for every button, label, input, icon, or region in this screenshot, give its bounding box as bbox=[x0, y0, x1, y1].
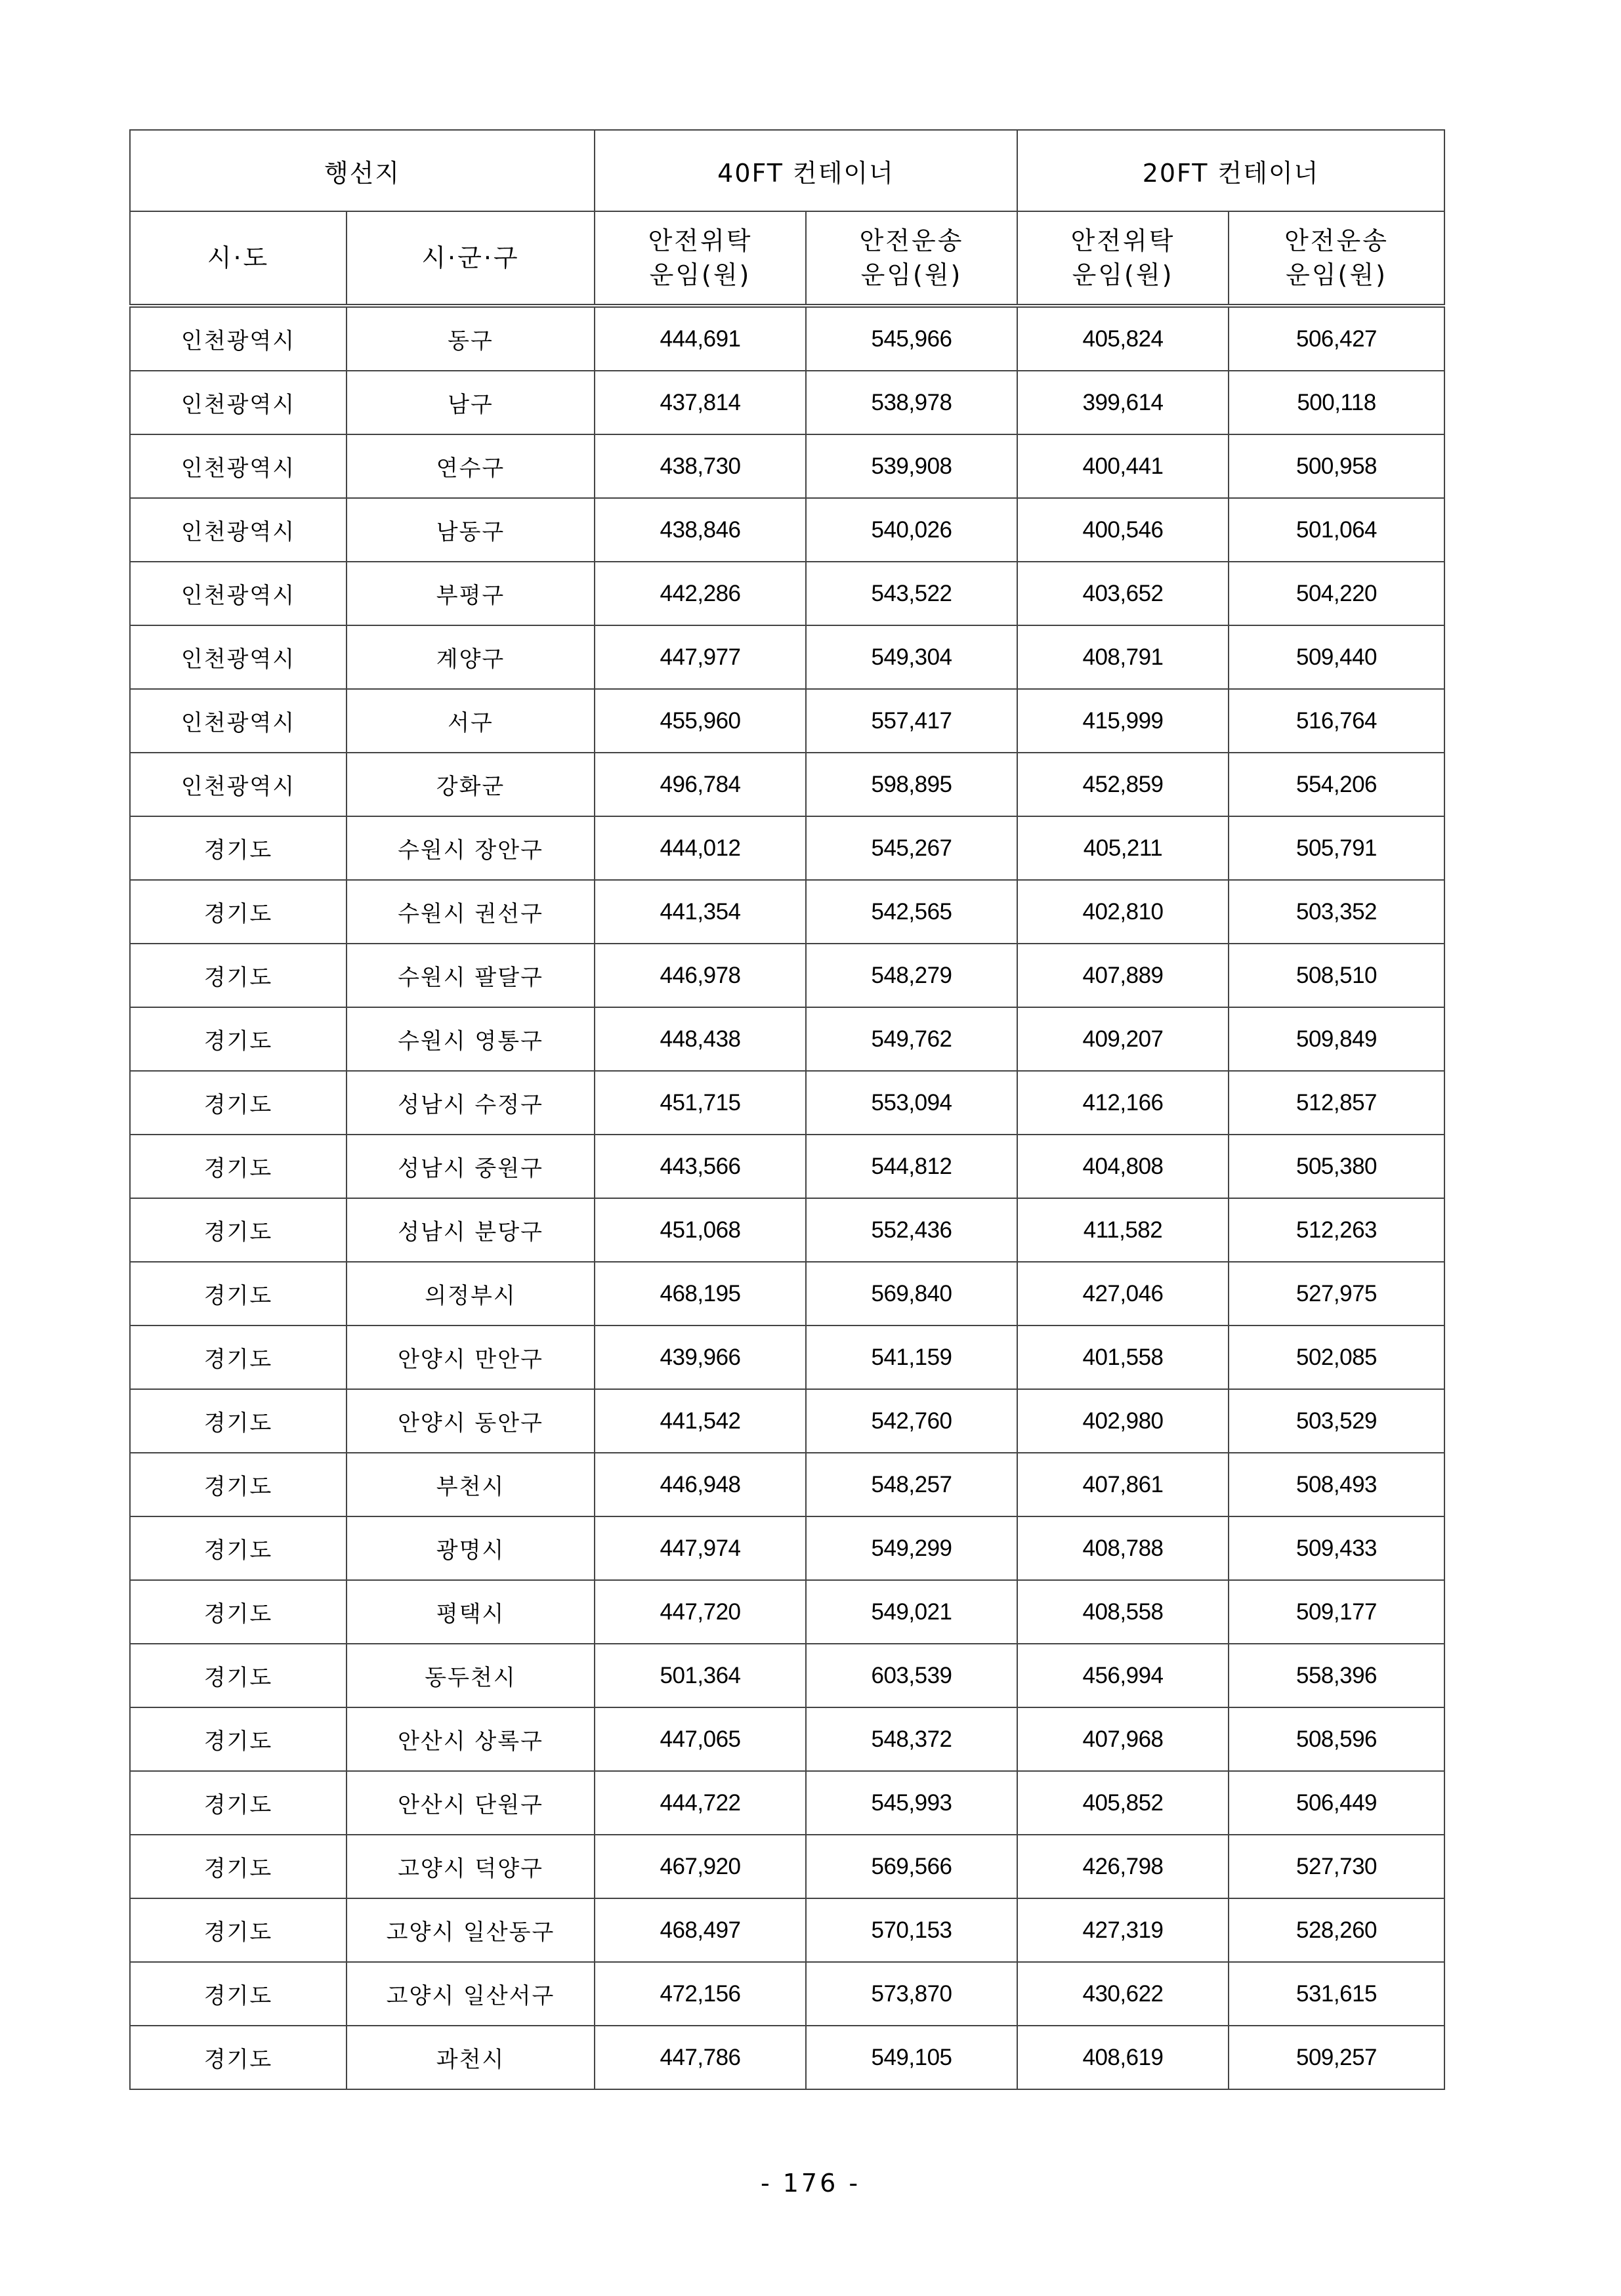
cell-40ft-safe-transport: 570,153 bbox=[806, 1898, 1017, 1962]
cell-40ft-safe-consign: 447,977 bbox=[595, 625, 806, 689]
cell-20ft-safe-consign: 452,859 bbox=[1017, 753, 1229, 816]
cell-sigungu: 동구 bbox=[347, 306, 595, 371]
cell-sigungu: 고양시 일산동구 bbox=[347, 1898, 595, 1962]
cell-20ft-safe-transport: 504,220 bbox=[1229, 562, 1444, 625]
cell-sigungu: 서구 bbox=[347, 689, 595, 753]
cell-40ft-safe-transport: 545,966 bbox=[806, 306, 1017, 371]
cell-20ft-safe-consign: 400,546 bbox=[1017, 498, 1229, 562]
cell-20ft-safe-consign: 415,999 bbox=[1017, 689, 1229, 753]
cell-40ft-safe-transport: 573,870 bbox=[806, 1962, 1017, 2026]
cell-40ft-safe-transport: 544,812 bbox=[806, 1135, 1017, 1198]
cell-20ft-safe-transport: 509,433 bbox=[1229, 1516, 1444, 1580]
cell-40ft-safe-consign: 451,068 bbox=[595, 1198, 806, 1262]
header-sigungu: 시·군·구 bbox=[347, 211, 595, 306]
table-row bbox=[130, 434, 1444, 498]
cell-40ft-safe-transport: 552,436 bbox=[806, 1198, 1017, 1262]
header-destination: 행선지 bbox=[130, 130, 595, 211]
cell-20ft-safe-consign: 405,852 bbox=[1017, 1771, 1229, 1835]
cell-sido: 경기도 bbox=[130, 1898, 347, 1962]
header-line: 운임(원) bbox=[860, 261, 963, 289]
cell-20ft-safe-consign: 411,582 bbox=[1017, 1198, 1229, 1262]
header-line: 안전운송 bbox=[859, 226, 964, 255]
header-40ft-container: 40FT 컨테이너 bbox=[595, 130, 1017, 211]
cell-40ft-safe-transport: 548,372 bbox=[806, 1707, 1017, 1771]
cell-20ft-safe-transport: 508,493 bbox=[1229, 1453, 1444, 1516]
cell-sido: 경기도 bbox=[130, 1135, 347, 1198]
header-20ft-safe-consign-rate bbox=[1017, 211, 1229, 306]
cell-20ft-safe-transport: 508,510 bbox=[1229, 944, 1444, 1007]
header-20ft-container: 20FT 컨테이너 bbox=[1017, 130, 1444, 211]
cell-40ft-safe-consign: 447,065 bbox=[595, 1707, 806, 1771]
table-row bbox=[130, 1071, 1444, 1135]
cell-40ft-safe-transport: 569,840 bbox=[806, 1262, 1017, 1325]
cell-sido: 경기도 bbox=[130, 2026, 347, 2089]
cell-40ft-safe-transport: 598,895 bbox=[806, 753, 1017, 816]
cell-sigungu: 연수구 bbox=[347, 434, 595, 498]
cell-20ft-safe-transport: 500,118 bbox=[1229, 371, 1444, 434]
header-row-groups bbox=[130, 130, 1444, 211]
cell-sigungu: 의정부시 bbox=[347, 1262, 595, 1325]
cell-sigungu: 수원시 영통구 bbox=[347, 1007, 595, 1071]
table-row bbox=[130, 371, 1444, 434]
cell-sido: 경기도 bbox=[130, 1516, 347, 1580]
cell-20ft-safe-consign: 408,791 bbox=[1017, 625, 1229, 689]
cell-sigungu: 안양시 동안구 bbox=[347, 1389, 595, 1453]
cell-20ft-safe-consign: 412,166 bbox=[1017, 1071, 1229, 1135]
cell-40ft-safe-consign: 447,720 bbox=[595, 1580, 806, 1644]
cell-20ft-safe-transport: 506,427 bbox=[1229, 306, 1444, 371]
cell-20ft-safe-transport: 508,596 bbox=[1229, 1707, 1444, 1771]
cell-20ft-safe-transport: 516,764 bbox=[1229, 689, 1444, 753]
header-line: 안전위탁 bbox=[1070, 226, 1175, 255]
cell-20ft-safe-consign: 430,622 bbox=[1017, 1962, 1229, 2026]
table-row bbox=[130, 562, 1444, 625]
cell-40ft-safe-consign: 447,786 bbox=[595, 2026, 806, 2089]
cell-sigungu: 강화군 bbox=[347, 753, 595, 816]
cell-sido: 경기도 bbox=[130, 1644, 347, 1707]
cell-sido: 경기도 bbox=[130, 1389, 347, 1453]
freight-rate-table bbox=[129, 129, 1445, 2090]
table-row bbox=[130, 2026, 1444, 2089]
cell-20ft-safe-transport: 505,791 bbox=[1229, 816, 1444, 880]
cell-20ft-safe-consign: 409,207 bbox=[1017, 1007, 1229, 1071]
cell-20ft-safe-transport: 528,260 bbox=[1229, 1898, 1444, 1962]
cell-sido: 인천광역시 bbox=[130, 753, 347, 816]
cell-40ft-safe-consign: 468,497 bbox=[595, 1898, 806, 1962]
cell-20ft-safe-transport: 502,085 bbox=[1229, 1325, 1444, 1389]
cell-40ft-safe-consign: 468,195 bbox=[595, 1262, 806, 1325]
cell-40ft-safe-consign: 443,566 bbox=[595, 1135, 806, 1198]
cell-sigungu: 수원시 권선구 bbox=[347, 880, 595, 944]
cell-sigungu: 안산시 상록구 bbox=[347, 1707, 595, 1771]
cell-40ft-safe-transport: 549,105 bbox=[806, 2026, 1017, 2089]
table-row bbox=[130, 1325, 1444, 1389]
cell-sido: 경기도 bbox=[130, 1007, 347, 1071]
cell-20ft-safe-transport: 512,263 bbox=[1229, 1198, 1444, 1262]
cell-sido: 경기도 bbox=[130, 1198, 347, 1262]
cell-40ft-safe-transport: 548,279 bbox=[806, 944, 1017, 1007]
cell-20ft-safe-transport: 527,975 bbox=[1229, 1262, 1444, 1325]
cell-20ft-safe-transport: 558,396 bbox=[1229, 1644, 1444, 1707]
cell-20ft-safe-transport: 509,849 bbox=[1229, 1007, 1444, 1071]
header-40ft-safe-transport-rate bbox=[806, 211, 1017, 306]
cell-40ft-safe-transport: 542,760 bbox=[806, 1389, 1017, 1453]
cell-sigungu: 광명시 bbox=[347, 1516, 595, 1580]
table-row bbox=[130, 1262, 1444, 1325]
table-row bbox=[130, 1962, 1444, 2026]
cell-40ft-safe-consign: 444,012 bbox=[595, 816, 806, 880]
table-row bbox=[130, 1453, 1444, 1516]
cell-40ft-safe-transport: 603,539 bbox=[806, 1644, 1017, 1707]
cell-40ft-safe-consign: 446,948 bbox=[595, 1453, 806, 1516]
cell-40ft-safe-transport: 549,304 bbox=[806, 625, 1017, 689]
cell-20ft-safe-consign: 407,861 bbox=[1017, 1453, 1229, 1516]
cell-20ft-safe-consign: 456,994 bbox=[1017, 1644, 1229, 1707]
cell-20ft-safe-transport: 505,380 bbox=[1229, 1135, 1444, 1198]
cell-40ft-safe-consign: 441,542 bbox=[595, 1389, 806, 1453]
cell-40ft-safe-consign: 448,438 bbox=[595, 1007, 806, 1071]
cell-20ft-safe-consign: 402,980 bbox=[1017, 1389, 1229, 1453]
cell-40ft-safe-transport: 538,978 bbox=[806, 371, 1017, 434]
cell-40ft-safe-transport: 542,565 bbox=[806, 880, 1017, 944]
cell-20ft-safe-consign: 403,652 bbox=[1017, 562, 1229, 625]
cell-sido: 인천광역시 bbox=[130, 625, 347, 689]
cell-20ft-safe-transport: 527,730 bbox=[1229, 1835, 1444, 1898]
cell-20ft-safe-transport: 509,177 bbox=[1229, 1580, 1444, 1644]
cell-40ft-safe-transport: 545,267 bbox=[806, 816, 1017, 880]
cell-sigungu: 계양구 bbox=[347, 625, 595, 689]
table-row bbox=[130, 1198, 1444, 1262]
table-row bbox=[130, 1644, 1444, 1707]
cell-40ft-safe-consign: 444,691 bbox=[595, 306, 806, 371]
cell-40ft-safe-transport: 541,159 bbox=[806, 1325, 1017, 1389]
cell-20ft-safe-consign: 408,788 bbox=[1017, 1516, 1229, 1580]
cell-20ft-safe-consign: 404,808 bbox=[1017, 1135, 1229, 1198]
cell-20ft-safe-consign: 405,211 bbox=[1017, 816, 1229, 880]
cell-sigungu: 남동구 bbox=[347, 498, 595, 562]
cell-40ft-safe-consign: 442,286 bbox=[595, 562, 806, 625]
cell-20ft-safe-transport: 501,064 bbox=[1229, 498, 1444, 562]
cell-40ft-safe-transport: 549,021 bbox=[806, 1580, 1017, 1644]
header-line: 운임(원) bbox=[1286, 261, 1387, 289]
cell-sigungu: 부천시 bbox=[347, 1453, 595, 1516]
cell-40ft-safe-transport: 548,257 bbox=[806, 1453, 1017, 1516]
cell-sigungu: 과천시 bbox=[347, 2026, 595, 2089]
cell-20ft-safe-transport: 512,857 bbox=[1229, 1071, 1444, 1135]
header-line: 운임(원) bbox=[1072, 261, 1174, 289]
cell-sido: 경기도 bbox=[130, 1071, 347, 1135]
cell-sido: 인천광역시 bbox=[130, 371, 347, 434]
cell-40ft-safe-consign: 501,364 bbox=[595, 1644, 806, 1707]
cell-20ft-safe-transport: 500,958 bbox=[1229, 434, 1444, 498]
cell-sido: 경기도 bbox=[130, 1262, 347, 1325]
cell-20ft-safe-consign: 405,824 bbox=[1017, 306, 1229, 371]
cell-sido: 경기도 bbox=[130, 1835, 347, 1898]
cell-20ft-safe-consign: 407,889 bbox=[1017, 944, 1229, 1007]
cell-sigungu: 안양시 만안구 bbox=[347, 1325, 595, 1389]
cell-40ft-safe-consign: 496,784 bbox=[595, 753, 806, 816]
cell-20ft-safe-transport: 503,529 bbox=[1229, 1389, 1444, 1453]
cell-20ft-safe-consign: 408,619 bbox=[1017, 2026, 1229, 2089]
header-40ft-safe-consign-rate bbox=[595, 211, 806, 306]
cell-sigungu: 안산시 단원구 bbox=[347, 1771, 595, 1835]
cell-sido: 인천광역시 bbox=[130, 498, 347, 562]
cell-20ft-safe-consign: 427,046 bbox=[1017, 1262, 1229, 1325]
cell-20ft-safe-transport: 509,257 bbox=[1229, 2026, 1444, 2089]
cell-40ft-safe-consign: 467,920 bbox=[595, 1835, 806, 1898]
cell-40ft-safe-transport: 543,522 bbox=[806, 562, 1017, 625]
header-line: 안전운송 bbox=[1284, 226, 1389, 255]
table-row bbox=[130, 880, 1444, 944]
cell-20ft-safe-transport: 531,615 bbox=[1229, 1962, 1444, 2026]
cell-40ft-safe-consign: 444,722 bbox=[595, 1771, 806, 1835]
cell-sigungu: 성남시 중원구 bbox=[347, 1135, 595, 1198]
table-row bbox=[130, 306, 1444, 371]
cell-40ft-safe-consign: 439,966 bbox=[595, 1325, 806, 1389]
cell-sido: 인천광역시 bbox=[130, 434, 347, 498]
table-row bbox=[130, 498, 1444, 562]
cell-sido: 경기도 bbox=[130, 1453, 347, 1516]
cell-sigungu: 고양시 덕양구 bbox=[347, 1835, 595, 1898]
table-row bbox=[130, 1771, 1444, 1835]
table-row bbox=[130, 625, 1444, 689]
cell-sido: 인천광역시 bbox=[130, 306, 347, 371]
cell-20ft-safe-consign: 399,614 bbox=[1017, 371, 1229, 434]
cell-sigungu: 수원시 팔달구 bbox=[347, 944, 595, 1007]
cell-40ft-safe-transport: 549,299 bbox=[806, 1516, 1017, 1580]
cell-sido: 경기도 bbox=[130, 1580, 347, 1644]
cell-sido: 경기도 bbox=[130, 944, 347, 1007]
cell-40ft-safe-consign: 455,960 bbox=[595, 689, 806, 753]
table-row bbox=[130, 1835, 1444, 1898]
cell-40ft-safe-transport: 539,908 bbox=[806, 434, 1017, 498]
header-20ft-safe-transport-rate bbox=[1229, 211, 1444, 306]
cell-40ft-safe-transport: 557,417 bbox=[806, 689, 1017, 753]
cell-40ft-safe-consign: 446,978 bbox=[595, 944, 806, 1007]
cell-40ft-safe-consign: 472,156 bbox=[595, 1962, 806, 2026]
header-line: 안전위탁 bbox=[648, 226, 753, 255]
cell-sido: 경기도 bbox=[130, 816, 347, 880]
table-row bbox=[130, 1389, 1444, 1453]
cell-sigungu: 수원시 장안구 bbox=[347, 816, 595, 880]
cell-sigungu: 부평구 bbox=[347, 562, 595, 625]
table-row bbox=[130, 1007, 1444, 1071]
cell-40ft-safe-consign: 451,715 bbox=[595, 1071, 806, 1135]
cell-sido: 경기도 bbox=[130, 1325, 347, 1389]
cell-sido: 경기도 bbox=[130, 1962, 347, 2026]
table-body bbox=[130, 306, 1444, 2089]
table-row bbox=[130, 1898, 1444, 1962]
header-line: 운임(원) bbox=[649, 261, 751, 289]
cell-sido: 경기도 bbox=[130, 880, 347, 944]
cell-20ft-safe-consign: 401,558 bbox=[1017, 1325, 1229, 1389]
cell-40ft-safe-transport: 553,094 bbox=[806, 1071, 1017, 1135]
cell-sido: 경기도 bbox=[130, 1707, 347, 1771]
table-row bbox=[130, 1516, 1444, 1580]
cell-20ft-safe-consign: 427,319 bbox=[1017, 1898, 1229, 1962]
table-row bbox=[130, 1580, 1444, 1644]
table-row bbox=[130, 753, 1444, 816]
cell-40ft-safe-consign: 438,730 bbox=[595, 434, 806, 498]
cell-40ft-safe-consign: 438,846 bbox=[595, 498, 806, 562]
cell-sigungu: 남구 bbox=[347, 371, 595, 434]
cell-40ft-safe-consign: 441,354 bbox=[595, 880, 806, 944]
cell-40ft-safe-transport: 549,762 bbox=[806, 1007, 1017, 1071]
header-row-columns bbox=[130, 211, 1444, 306]
cell-sigungu: 고양시 일산서구 bbox=[347, 1962, 595, 2026]
cell-40ft-safe-transport: 545,993 bbox=[806, 1771, 1017, 1835]
cell-20ft-safe-transport: 506,449 bbox=[1229, 1771, 1444, 1835]
table-row bbox=[130, 1707, 1444, 1771]
cell-20ft-safe-consign: 402,810 bbox=[1017, 880, 1229, 944]
cell-40ft-safe-consign: 447,974 bbox=[595, 1516, 806, 1580]
cell-20ft-safe-consign: 408,558 bbox=[1017, 1580, 1229, 1644]
cell-40ft-safe-consign: 437,814 bbox=[595, 371, 806, 434]
cell-20ft-safe-transport: 554,206 bbox=[1229, 753, 1444, 816]
cell-sigungu: 성남시 수정구 bbox=[347, 1071, 595, 1135]
cell-20ft-safe-transport: 509,440 bbox=[1229, 625, 1444, 689]
table-row bbox=[130, 1135, 1444, 1198]
cell-20ft-safe-consign: 400,441 bbox=[1017, 434, 1229, 498]
table-row bbox=[130, 689, 1444, 753]
cell-40ft-safe-transport: 540,026 bbox=[806, 498, 1017, 562]
cell-sido: 경기도 bbox=[130, 1771, 347, 1835]
cell-20ft-safe-transport: 503,352 bbox=[1229, 880, 1444, 944]
cell-sido: 인천광역시 bbox=[130, 562, 347, 625]
header-sido: 시·도 bbox=[130, 211, 347, 306]
cell-sigungu: 동두천시 bbox=[347, 1644, 595, 1707]
cell-20ft-safe-consign: 426,798 bbox=[1017, 1835, 1229, 1898]
cell-20ft-safe-consign: 407,968 bbox=[1017, 1707, 1229, 1771]
cell-sigungu: 평택시 bbox=[347, 1580, 595, 1644]
table-row bbox=[130, 944, 1444, 1007]
table-row bbox=[130, 816, 1444, 880]
page-number: - 176 - bbox=[760, 2169, 861, 2198]
cell-sigungu: 성남시 분당구 bbox=[347, 1198, 595, 1262]
cell-40ft-safe-transport: 569,566 bbox=[806, 1835, 1017, 1898]
cell-sido: 인천광역시 bbox=[130, 689, 347, 753]
